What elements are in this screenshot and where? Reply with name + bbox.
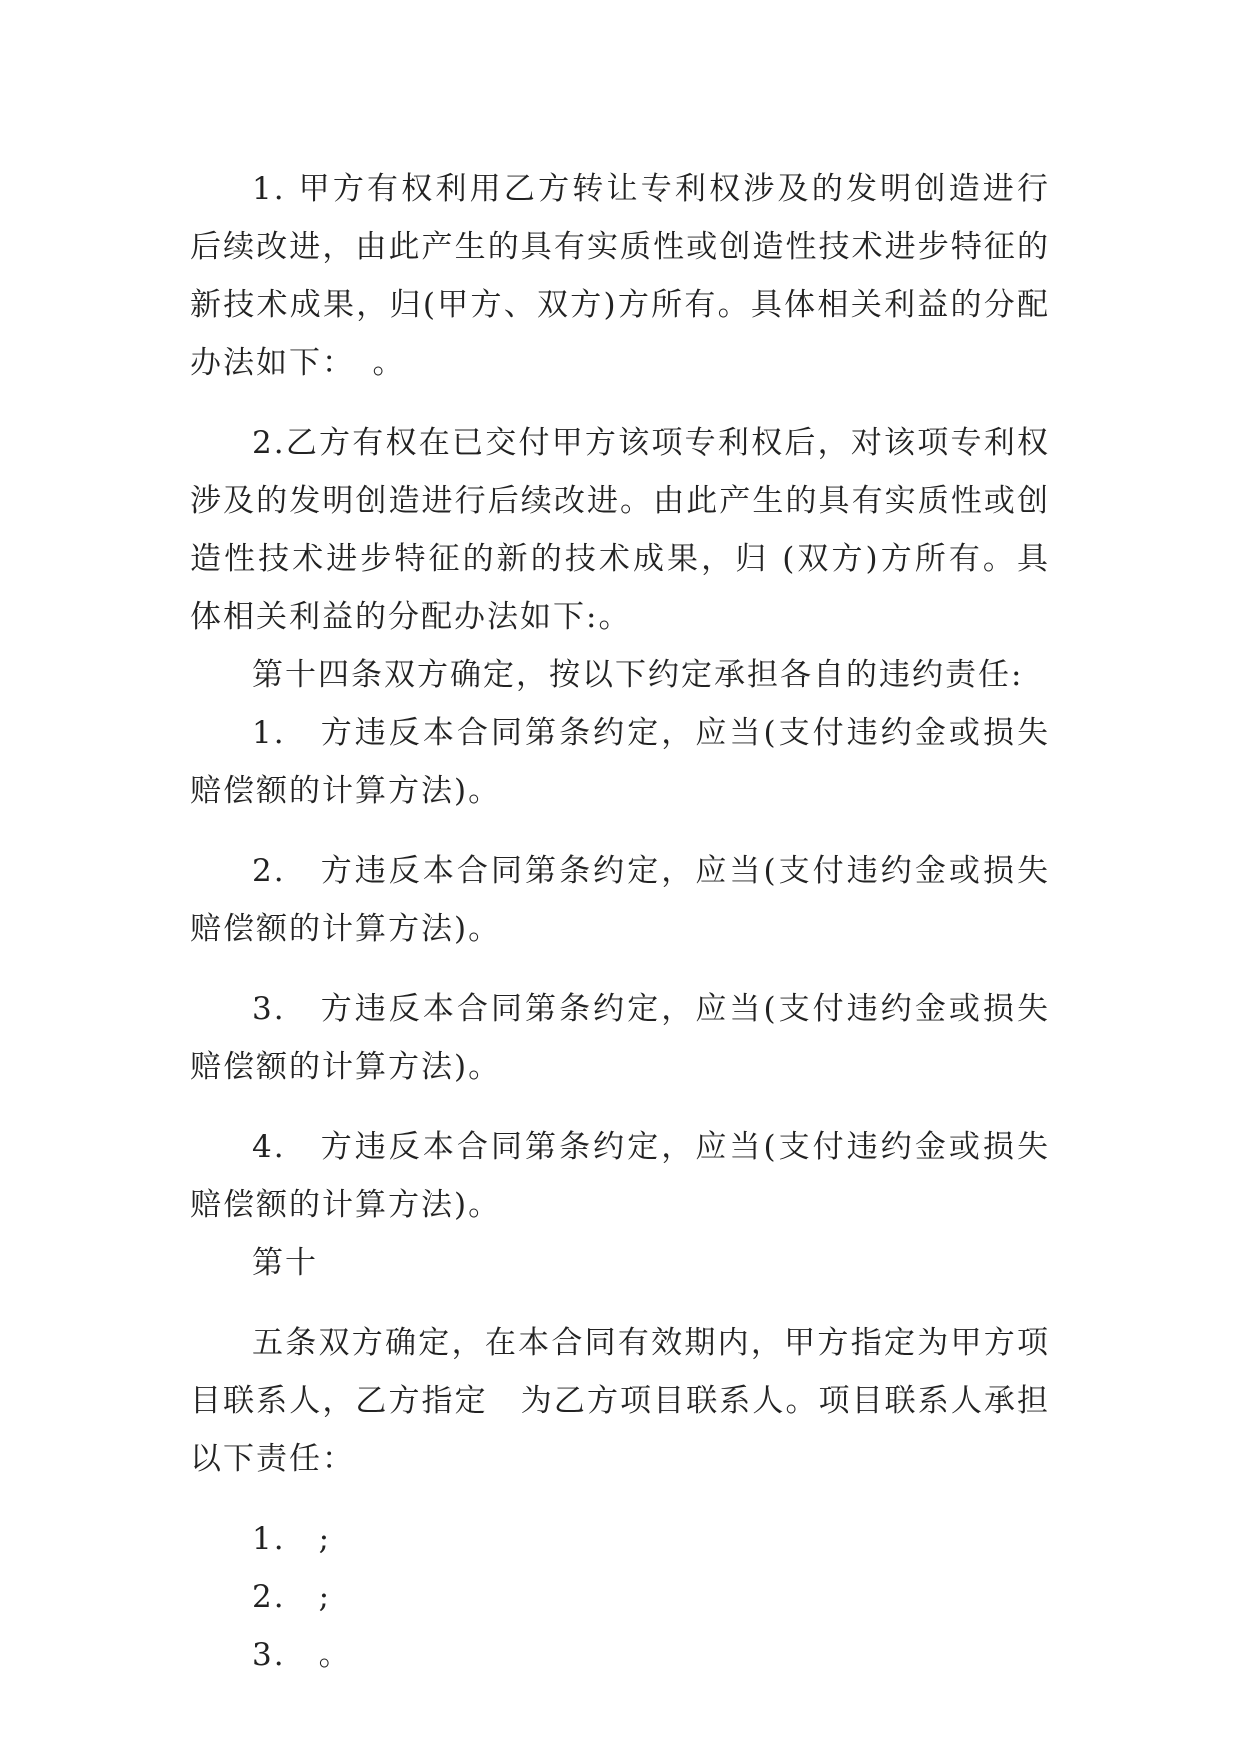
paragraph-improvement-party-a: 1. 甲方有权利用乙方转让专利权涉及的发明创造进行后续改进，由此产生的具有实质性或创造性技术进步特征的新技术成果，归(甲方、双方)方所有。具体相关利益的分配办法如下： 。 (190, 171, 1050, 381)
liability-item-4: 4. 方违反本合同第条约定，应当(支付违约金或损失赔偿额的计算方法)。 (190, 1129, 1050, 1223)
liability-item-3: 3. 方违反本合同第条约定，应当(支付违约金或损失赔偿额的计算方法)。 (190, 991, 1050, 1085)
article-15-heading-fragment: 第十 (252, 1245, 318, 1281)
liability-item-2: 2. 方违反本合同第条约定，应当(支付违约金或损失赔偿额的计算方法)。 (190, 853, 1050, 947)
article-15-body: 五条双方确定，在本合同有效期内，甲方指定为甲方项目联系人，乙方指定 为乙方项目联系人。项目联系人承担以下责任： (190, 1325, 1050, 1477)
document-body (190, 160, 1050, 1684)
contact-duty-item-1: 1. ; (252, 1521, 332, 1557)
contact-duty-item-3: 3. 。 (252, 1637, 352, 1673)
contact-duty-item-2: 2. ; (252, 1579, 332, 1615)
paragraph-improvement-party-b: 2.乙方有权在已交付甲方该项专利权后，对该项专利权涉及的发明创造进行后续改进。由此产生的具有实质性或创造性技术进步特征的新的技术成果，归 (双方)方所有。具体相关利益的分配办法如下:。 (190, 425, 1050, 635)
liability-item-1: 1. 方违反本合同第条约定，应当(支付违约金或损失赔偿额的计算方法)。 (190, 715, 1050, 809)
article-14-heading: 第十四条双方确定，按以下约定承担各自的违约责任: (252, 657, 1024, 693)
